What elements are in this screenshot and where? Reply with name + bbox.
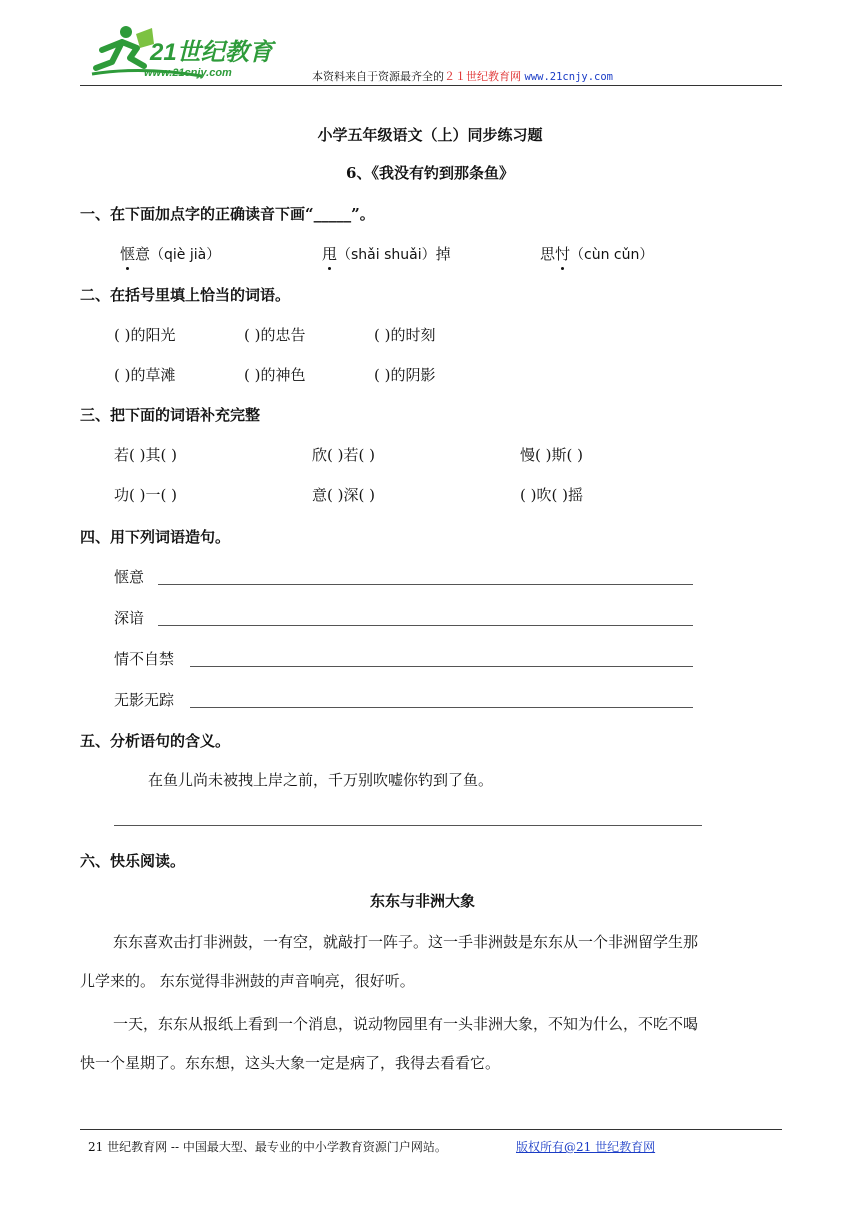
idiom-item: 慢( )斯( ) <box>520 446 583 464</box>
pinyin-item-3 <box>540 243 653 264</box>
footer-divider <box>80 1129 782 1130</box>
idiom-item: 若( )其( ) <box>114 446 177 464</box>
answer-line[interactable] <box>190 666 693 667</box>
runner-logo-icon <box>82 22 282 84</box>
analysis-sentence: 在鱼儿尚未被拽上岸之前，千万别吹嘘你钓到了鱼。 <box>148 771 494 789</box>
pinyin-item-2 <box>322 243 451 264</box>
fill-blank-item: ( )的草滩 <box>114 366 176 384</box>
header-divider <box>80 85 782 86</box>
copyright-link[interactable]: 版权所有@21 世纪教育网 <box>516 1140 656 1154</box>
answer-line[interactable] <box>114 825 702 826</box>
pinyin-options: （shǎi shuǎi） <box>337 247 436 263</box>
word-tail: 掉 <box>435 245 451 263</box>
pinyin-item-1 <box>120 243 220 264</box>
dotted-char: 惬 <box>120 245 136 263</box>
footer-text: 21 世纪教育网 -- 中国最大型、最专业的中小学教育资源门户网站。 <box>88 1140 447 1154</box>
section-6-heading: 六、快乐阅读。 <box>80 852 186 870</box>
story-paragraph-line: 儿学来的。 东东觉得非洲鼓的声音响亮，很好听。 <box>80 972 415 990</box>
pinyin-options: （cùn cǔn） <box>570 247 654 263</box>
story-paragraph-line: 快一个星期了。东东想，这头大象一定是病了，我得去看看它。 <box>80 1054 501 1072</box>
fill-blank-item: ( )的阳光 <box>114 326 176 344</box>
sentence-word: 无影无踪 <box>114 691 175 709</box>
idiom-item: 欣( )若( ) <box>312 446 375 464</box>
story-paragraph-line: 一天，东东从报纸上看到一个消息，说动物园里有一头非洲大象，不知为什么，不吃不喝 <box>113 1015 699 1033</box>
sentence-word: 惬意 <box>114 568 145 586</box>
answer-line[interactable] <box>158 625 693 626</box>
fill-blank-item: ( )的忠告 <box>244 326 306 344</box>
idiom-item: 意( )深( ) <box>312 486 375 504</box>
answer-line[interactable] <box>158 584 693 585</box>
svg-text:www.21cnjy.com: www.21cnjy.com <box>144 67 232 79</box>
svg-text:21世纪教育: 21世纪教育 <box>150 39 273 66</box>
section-3-heading: 三、把下面的词语补充完整 <box>80 406 261 424</box>
dotted-char: 甩 <box>322 245 338 263</box>
header-note-link[interactable]: www.21cnjy.com <box>524 71 614 83</box>
fill-blank-item: ( )的阴影 <box>374 366 436 384</box>
dotted-char: 忖 <box>555 245 571 263</box>
idiom-item: ( )吹( )摇 <box>520 486 583 504</box>
story-paragraph-line: 东东喜欢击打非洲鼓，一有空，就敲打一阵子。这一手非洲鼓是东东从一个非洲留学生那 <box>113 933 699 951</box>
header-note-prefix: 本资料来自于资源最齐全的 <box>312 70 444 83</box>
lesson-title: 6、《我没有钓到那条鱼》 <box>346 164 514 182</box>
sentence-word: 深谙 <box>114 609 145 627</box>
word-pre: 思 <box>540 245 556 263</box>
word-rest: 意 <box>135 245 151 263</box>
section-2-heading: 二、在括号里填上恰当的词语。 <box>80 286 291 304</box>
idiom-item: 功( )一( ) <box>114 486 177 504</box>
site-logo <box>82 22 282 84</box>
sentence-word: 情不自禁 <box>114 650 175 668</box>
header-note <box>312 68 613 84</box>
section-4-heading: 四、用下列词语造句。 <box>80 528 231 546</box>
answer-line[interactable] <box>190 707 693 708</box>
fill-blank-item: ( )的时刻 <box>374 326 436 344</box>
pinyin-options: （qiè jià） <box>150 247 221 263</box>
section-5-heading: 五、分析语句的含义。 <box>80 732 231 750</box>
header-note-site: ２１世纪教育网 <box>444 70 521 83</box>
story-title: 东东与非洲大象 <box>370 892 476 910</box>
fill-blank-item: ( )的神色 <box>244 366 306 384</box>
page-title: 小学五年级语文（上）同步练习题 <box>317 126 543 144</box>
section-1-heading: 一、在下面加点字的正确读音下画“_____”。 <box>80 205 375 223</box>
